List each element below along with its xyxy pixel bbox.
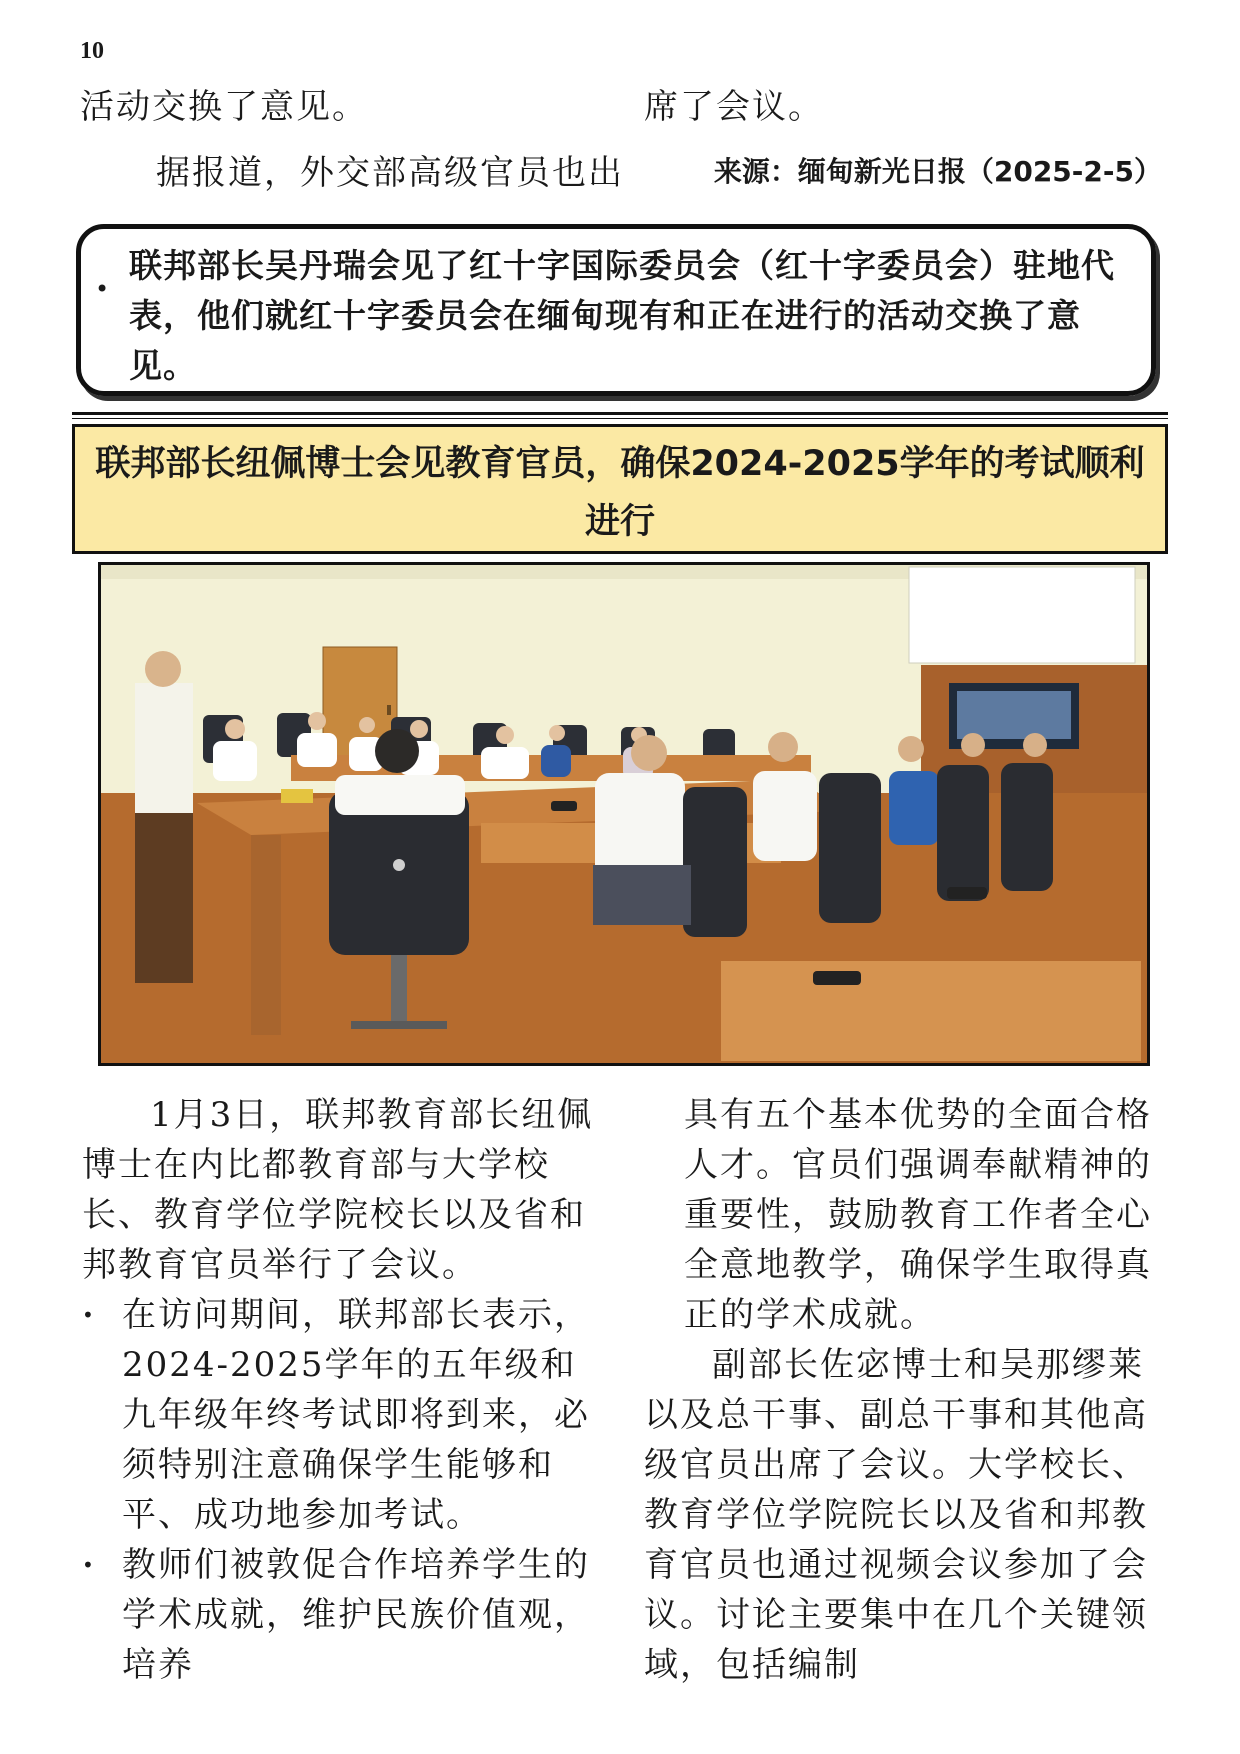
divider	[72, 412, 1168, 415]
article-intro: 1月3日，联邦教育部长纽佩博士在内比都教育部与大学校长、教育学位学院校长以及省和邦教育官员举行了会议。	[82, 1095, 594, 1285]
summary-text: 联邦部长吴丹瑞会见了红十字国际委员会（红十字委员会）驻地代表，他们就红十字委员会在缅甸现有和正在进行的活动交换了意见。	[129, 246, 1115, 385]
page-number: 10	[80, 38, 104, 64]
list-item	[82, 1540, 606, 1690]
summary-box	[76, 224, 1156, 396]
continued-text-left-1: 活动交换了意见。	[80, 87, 368, 127]
article-headline	[72, 424, 1168, 554]
continued-text-left-2: 据报道，外交部高级官员也出	[156, 153, 624, 193]
headline-line-1: 联邦部长纽佩博士会见教育官员，确保2024-2025学年的考试顺利	[95, 444, 1145, 484]
article-column-right	[644, 1090, 1168, 1690]
bullet-icon: •	[82, 1553, 96, 1577]
article-column-left	[82, 1090, 606, 1690]
continued-text-right-1: 席了会议。	[644, 87, 824, 127]
list-item	[82, 1290, 606, 1540]
article-paragraph: 副部长佐宓博士和吴那缪莱以及总干事、副总干事和其他高级官员出席了会议。大学校长、教育学位学院院长以及省和邦教育官员也通过视频会议参加了会议。讨论主要集中在几个关键领域，包括编制	[644, 1345, 1148, 1685]
meeting-photo-illustration	[101, 565, 1147, 1063]
meeting-photo	[98, 562, 1150, 1066]
bullet-icon: •	[95, 275, 110, 303]
source-credit: 来源：缅甸新光日报（2025-2-5）	[713, 155, 1162, 188]
bullet-text: 教师们被敦促合作培养学生的学术成就，维护民族价值观，培养	[122, 1545, 590, 1685]
article-continuation: 具有五个基本优势的全面合格人才。官员们强调奉献精神的重要性，鼓励教育工作者全心全意地教学，确保学生取得真正的学术成就。	[684, 1095, 1152, 1335]
divider	[72, 418, 1168, 419]
bullet-text: 在访问期间，联邦部长表示，2024-2025学年的五年级和九年级年终考试即将到来，必须特别注意确保学生能够和平、成功地参加考试。	[122, 1295, 590, 1535]
bullet-icon: •	[82, 1303, 96, 1327]
headline-line-2: 进行	[584, 502, 655, 542]
